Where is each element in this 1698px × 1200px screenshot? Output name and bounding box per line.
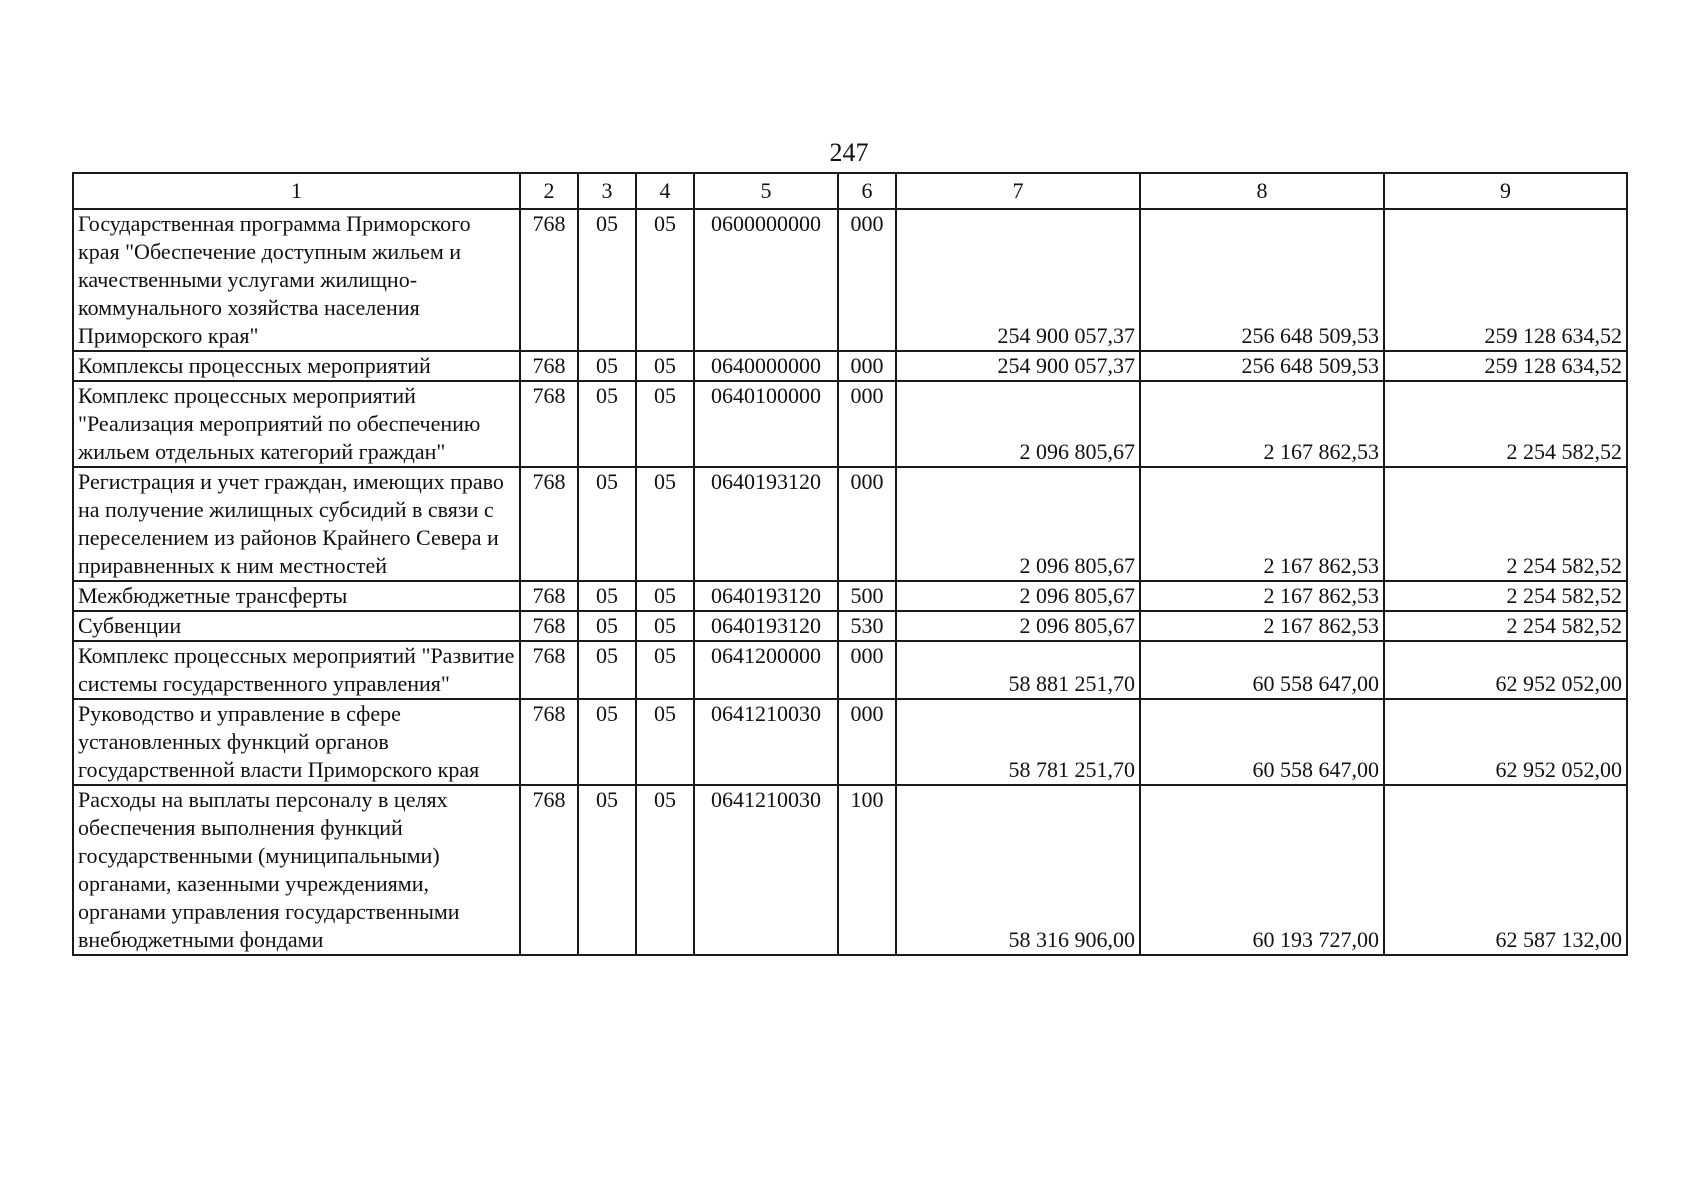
code-section: 05 bbox=[578, 467, 636, 581]
budget-table bbox=[72, 172, 1628, 956]
code-ministry: 768 bbox=[520, 699, 578, 785]
amount-col-8: 60 193 727,00 bbox=[1140, 785, 1384, 955]
amount-col-8: 2 167 862,53 bbox=[1140, 581, 1384, 611]
page-number: 247 bbox=[829, 138, 869, 167]
amount-col-9: 2 254 582,52 bbox=[1384, 581, 1627, 611]
code-expense-type: 100 bbox=[838, 785, 896, 955]
row-description: Руководство и управление в сфере установленных функций органов государственной власти Приморского края bbox=[73, 699, 520, 785]
row-description: Государственная программа Приморского края "Обеспечение доступным жильем и качественными услугами жилищно-коммунального хозяйства населения Приморского края" bbox=[73, 209, 520, 351]
code-subsection: 05 bbox=[636, 641, 694, 699]
code-target-article: 0640193120 bbox=[694, 611, 838, 641]
amount-col-7: 254 900 057,37 bbox=[896, 351, 1140, 381]
code-target-article: 0640000000 bbox=[694, 351, 838, 381]
header-cell: 6 bbox=[838, 173, 896, 209]
amount-col-9: 2 254 582,52 bbox=[1384, 611, 1627, 641]
code-section: 05 bbox=[578, 209, 636, 351]
code-ministry: 768 bbox=[520, 467, 578, 581]
amount-col-7: 254 900 057,37 bbox=[896, 209, 1140, 351]
table-row bbox=[73, 611, 1627, 641]
code-ministry: 768 bbox=[520, 581, 578, 611]
code-target-article: 0641210030 bbox=[694, 785, 838, 955]
code-expense-type: 000 bbox=[838, 641, 896, 699]
code-expense-type: 000 bbox=[838, 699, 896, 785]
amount-col-8: 2 167 862,53 bbox=[1140, 467, 1384, 581]
code-target-article: 0640193120 bbox=[694, 581, 838, 611]
table-row bbox=[73, 641, 1627, 699]
code-ministry: 768 bbox=[520, 611, 578, 641]
code-section: 05 bbox=[578, 581, 636, 611]
code-ministry: 768 bbox=[520, 209, 578, 351]
amount-col-9: 259 128 634,52 bbox=[1384, 209, 1627, 351]
amount-col-8: 60 558 647,00 bbox=[1140, 641, 1384, 699]
code-ministry: 768 bbox=[520, 641, 578, 699]
code-ministry: 768 bbox=[520, 785, 578, 955]
code-target-article: 0641210030 bbox=[694, 699, 838, 785]
code-target-article: 0640100000 bbox=[694, 381, 838, 467]
header-cell: 3 bbox=[578, 173, 636, 209]
code-subsection: 05 bbox=[636, 467, 694, 581]
amount-col-7: 58 781 251,70 bbox=[896, 699, 1140, 785]
header-row bbox=[73, 173, 1627, 209]
amount-col-8: 2 167 862,53 bbox=[1140, 611, 1384, 641]
code-ministry: 768 bbox=[520, 351, 578, 381]
code-expense-type: 530 bbox=[838, 611, 896, 641]
row-description: Регистрация и учет граждан, имеющих право на получение жилищных субсидий в связи с переселением из районов Крайнего Севера и приравненных к ним местностей bbox=[73, 467, 520, 581]
header-cell: 7 bbox=[896, 173, 1140, 209]
header-cell: 2 bbox=[520, 173, 578, 209]
table-row bbox=[73, 785, 1627, 955]
header-cell: 8 bbox=[1140, 173, 1384, 209]
row-description: Комплексы процессных мероприятий bbox=[73, 351, 520, 381]
table-row bbox=[73, 381, 1627, 467]
amount-col-9: 62 952 052,00 bbox=[1384, 699, 1627, 785]
amount-col-9: 62 952 052,00 bbox=[1384, 641, 1627, 699]
row-description: Комплекс процессных мероприятий "Реализация мероприятий по обеспечению жильем отдельных категорий граждан" bbox=[73, 381, 520, 467]
amount-col-8: 256 648 509,53 bbox=[1140, 351, 1384, 381]
code-section: 05 bbox=[578, 699, 636, 785]
amount-col-9: 2 254 582,52 bbox=[1384, 467, 1627, 581]
code-subsection: 05 bbox=[636, 611, 694, 641]
table-row bbox=[73, 467, 1627, 581]
code-subsection: 05 bbox=[636, 381, 694, 467]
code-section: 05 bbox=[578, 785, 636, 955]
code-expense-type: 000 bbox=[838, 209, 896, 351]
code-target-article: 0600000000 bbox=[694, 209, 838, 351]
header-cell: 1 bbox=[73, 173, 520, 209]
code-subsection: 05 bbox=[636, 351, 694, 381]
amount-col-8: 60 558 647,00 bbox=[1140, 699, 1384, 785]
amount-col-7: 2 096 805,67 bbox=[896, 381, 1140, 467]
table-row bbox=[73, 209, 1627, 351]
code-expense-type: 000 bbox=[838, 381, 896, 467]
code-expense-type: 000 bbox=[838, 351, 896, 381]
row-description: Межбюджетные трансферты bbox=[73, 581, 520, 611]
table-row bbox=[73, 699, 1627, 785]
amount-col-7: 58 316 906,00 bbox=[896, 785, 1140, 955]
code-target-article: 0640193120 bbox=[694, 467, 838, 581]
code-expense-type: 000 bbox=[838, 467, 896, 581]
code-section: 05 bbox=[578, 641, 636, 699]
code-expense-type: 500 bbox=[838, 581, 896, 611]
code-subsection: 05 bbox=[636, 581, 694, 611]
code-section: 05 bbox=[578, 381, 636, 467]
table-row bbox=[73, 351, 1627, 381]
amount-col-9: 2 254 582,52 bbox=[1384, 381, 1627, 467]
code-section: 05 bbox=[578, 351, 636, 381]
header-cell: 9 bbox=[1384, 173, 1627, 209]
amount-col-9: 259 128 634,52 bbox=[1384, 351, 1627, 381]
code-subsection: 05 bbox=[636, 699, 694, 785]
code-section: 05 bbox=[578, 611, 636, 641]
row-description: Расходы на выплаты персоналу в целях обеспечения выполнения функций государственными (муниципальными) органами, казенными учреждениями, органами управления государственными внебюджетными фондами bbox=[73, 785, 520, 955]
amount-col-8: 2 167 862,53 bbox=[1140, 381, 1384, 467]
amount-col-8: 256 648 509,53 bbox=[1140, 209, 1384, 351]
amount-col-9: 62 587 132,00 bbox=[1384, 785, 1627, 955]
code-target-article: 0641200000 bbox=[694, 641, 838, 699]
table-row bbox=[73, 581, 1627, 611]
header-cell: 4 bbox=[636, 173, 694, 209]
amount-col-7: 2 096 805,67 bbox=[896, 581, 1140, 611]
code-ministry: 768 bbox=[520, 381, 578, 467]
header-cell: 5 bbox=[694, 173, 838, 209]
amount-col-7: 2 096 805,67 bbox=[896, 611, 1140, 641]
amount-col-7: 2 096 805,67 bbox=[896, 467, 1140, 581]
row-description: Субвенции bbox=[73, 611, 520, 641]
code-subsection: 05 bbox=[636, 785, 694, 955]
code-subsection: 05 bbox=[636, 209, 694, 351]
row-description: Комплекс процессных мероприятий "Развитие системы государственного управления" bbox=[73, 641, 520, 699]
amount-col-7: 58 881 251,70 bbox=[896, 641, 1140, 699]
